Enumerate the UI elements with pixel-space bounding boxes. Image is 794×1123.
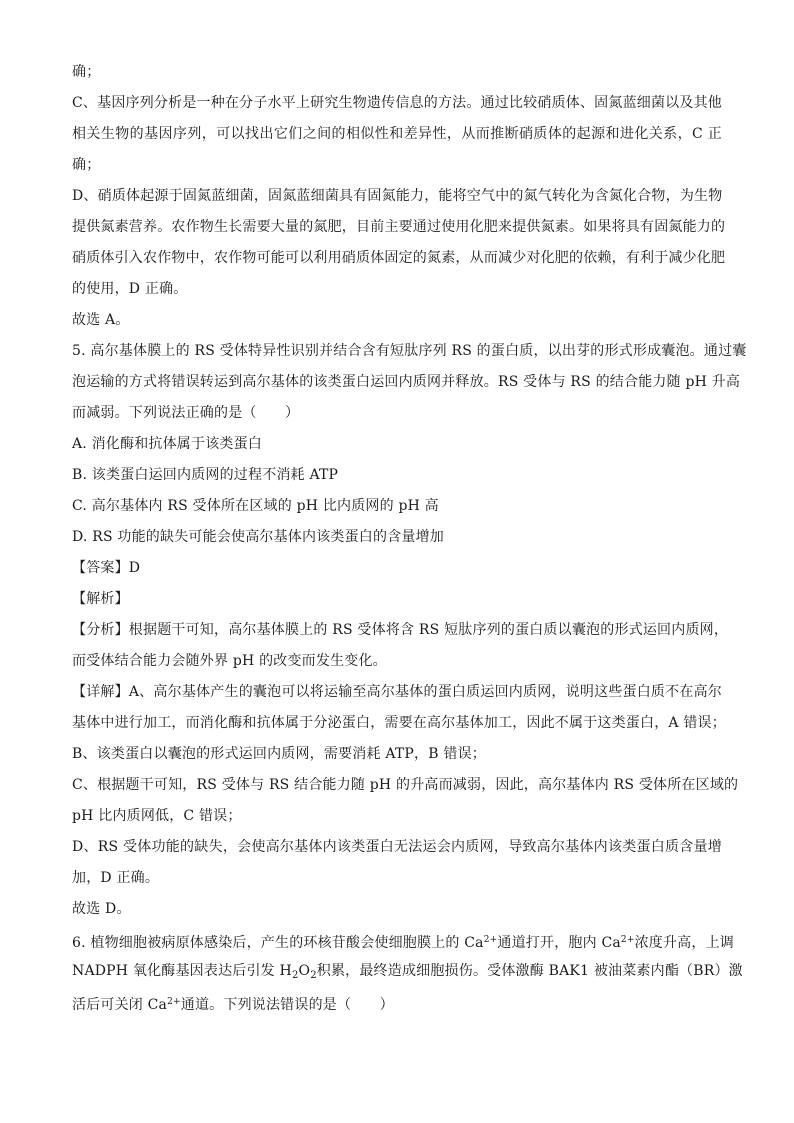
q6-text: 通道打开，胞内 Ca bbox=[497, 935, 621, 951]
q6-text: 通道。下列说法错误的是（ ） bbox=[180, 997, 394, 1013]
q6-text: NADPH 氧化酶基因表达后引发 H bbox=[72, 963, 292, 979]
subscript: 2 bbox=[291, 970, 299, 981]
answer-choice-line: 故选 A。 bbox=[72, 312, 130, 328]
q6-text: 浓度升高，上调 bbox=[634, 935, 734, 951]
text-line: D、硝质体起源于固氮蓝细菌，固氮蓝细菌具有固氮能力，能将空气中的氮气转化为含氮化合物，为生物 bbox=[72, 188, 723, 204]
text-line: 硝质体引入农作物中，农作物可能可以利用硝质体固定的氮素，从而减少对化肥的依赖，有利于减少化肥 bbox=[72, 250, 726, 266]
ion-charge: 2+ bbox=[167, 997, 181, 1007]
option-d: D. RS 功能的缺失可能会使高尔基体内该类蛋白的含量增加 bbox=[72, 529, 445, 545]
text-line: 确； bbox=[72, 157, 101, 173]
analysis-line: 而受体结合能力会随外界 pH 的改变而发生变化。 bbox=[72, 653, 387, 669]
q6-text: 积累，最终造成细胞损伤。受体激酶 BAK1 被油菜素内酯（BR）激 bbox=[316, 963, 743, 979]
option-b: B. 该类蛋白运回内质网的过程不消耗 ATP bbox=[72, 467, 339, 483]
detail-line: D、RS 受体功能的缺失，会使高尔基体内该类蛋白无法运会内质网，导致高尔基体内该类蛋白质含量增 bbox=[72, 839, 722, 855]
question-5-stem: 而减弱。下列说法正确的是（ ） bbox=[72, 405, 300, 421]
question-6-stem bbox=[72, 961, 743, 986]
answer-choice-line: 故选 D。 bbox=[72, 901, 131, 917]
option-a: A. 消化酶和抗体属于该类蛋白 bbox=[72, 436, 263, 452]
ion-charge: 2+ bbox=[483, 935, 498, 945]
analysis-label: 【解析】 bbox=[72, 591, 129, 607]
text-line: 的使用，D 正确。 bbox=[72, 281, 188, 297]
ion-charge: 2+ bbox=[620, 935, 635, 945]
text-line: C、基因序列分析是一种在分子水平上研究生物遗传信息的方法。通过比较硝质体、固氮蓝细菌以及其他 bbox=[72, 95, 722, 111]
option-c: C. 高尔基体内 RS 受体所在区域的 pH 比内质网的 pH 高 bbox=[72, 498, 439, 514]
question-5-stem: 泡运输的方式将错误转运到高尔基体的该类蛋白运回内质网并释放。RS 受体与 RS 的结合能力随 pH 升高 bbox=[72, 374, 741, 390]
detail-line: 基体中进行加工，而消化酶和抗体属于分泌蛋白，需要在高尔基体加工，因此不属于这类蛋白，A 错误； bbox=[72, 715, 726, 731]
detail-line: C、根据题干可知，RS 受体与 RS 结合能力随 pH 的升高而减弱，因此，高尔基体内 RS 受体所在区域的 bbox=[72, 777, 739, 793]
question-6-stem bbox=[72, 930, 734, 953]
text-line: 相关生物的基因序列，可以找出它们之间的相似性和差异性，从而推断硝质体的起源和进化关系，C 正 bbox=[72, 126, 722, 142]
detail-line: 【详解】A、高尔基体产生的囊泡可以将运输至高尔基体的蛋白质运回内质网，说明这些蛋白质不在高尔 bbox=[72, 684, 722, 700]
q6-text: O bbox=[298, 963, 311, 979]
q6-text: 6. 植物细胞被病原体感染后，产生的环核苷酸会使细胞膜上的 Ca bbox=[72, 935, 484, 951]
detail-line: B、该类蛋白以囊泡的形式运回内质网，需要消耗 ATP，B 错误； bbox=[72, 746, 486, 762]
detail-line: 加，D 正确。 bbox=[72, 870, 160, 886]
subscript: 2 bbox=[310, 970, 317, 981]
q6-text: 活后可关闭 Ca bbox=[72, 997, 168, 1013]
question-5-stem: 5. 高尔基体膜上的 RS 受体特异性识别并结合含有短肽序列 RS 的蛋白质，以出芽的形式形成囊泡。通过囊 bbox=[72, 343, 747, 359]
text-line: 确； bbox=[72, 64, 101, 80]
text-line: 提供氮素营养。农作物生长需要大量的氮肥，目前主要通过使用化肥来提供氮素。如果将具有固氮能力的 bbox=[72, 219, 726, 235]
analysis-line: 【分析】根据题干可知，高尔基体膜上的 RS 受体将含 RS 短肽序列的蛋白质以囊泡的形式运回内质网， bbox=[72, 622, 729, 638]
question-6-stem bbox=[72, 992, 722, 1015]
detail-line: pH 比内质网低，C 错误； bbox=[72, 808, 242, 824]
answer-label: 【答案】D bbox=[72, 560, 141, 576]
